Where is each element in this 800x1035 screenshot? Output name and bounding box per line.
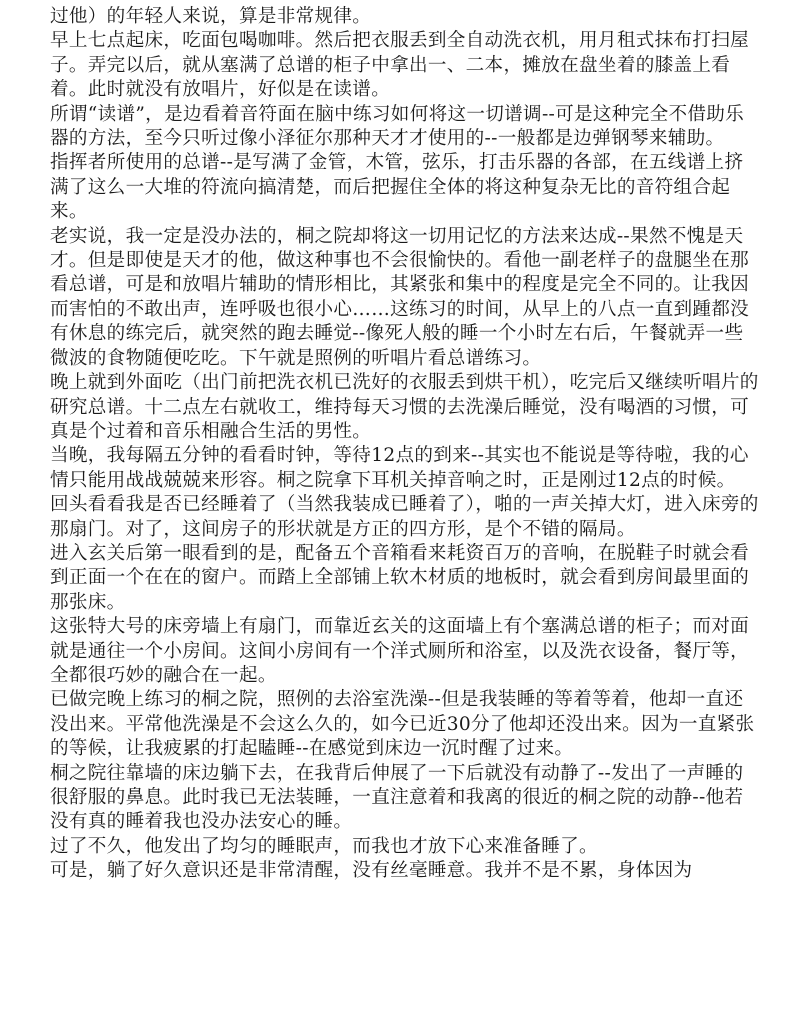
body-text <box>50 5 762 884</box>
paragraph: 过了不久，他发出了均匀的睡眠声，而我也才放下心来准备睡了。 <box>50 835 598 857</box>
paragraph: 老实说，我一定是没办法的，桐之院却将这一切用记忆的方法来达成--果然不愧是天才。但是即使是天才的他，做这种事也不会很愉快的。看他一副老样子的盘腿坐在那看总谱，可是和放唱片辅助的情形相比，其紧张和集中的程度是完全不同的。让我因而害怕的不敢出声，连呼吸也很小心……这练习的时间，从早上的八点一直到踵都没有休息的练完后，就突然的跑去睡觉--像死人般的睡一个小时左右后，午餐就弄一些微波的食物随便吃吃。下午就是照例的听唱片看总谱练习。 <box>50 225 750 369</box>
paragraph: 过他）的年轻人来说，算是非常规律。 <box>50 6 372 27</box>
paragraph: 早上七点起床，吃面包喝咖啡。然后把衣服丢到全自动洗衣机，用月租式抹布打扫屋子。弄完以后，就从塞满了总谱的柜子中拿出一、二本，摊放在盘坐着的膝盖上看着。此时就没有放唱片，好似是在读谱。 <box>50 30 750 101</box>
paragraph: 当晚，我每隔五分钟的看看时钟，等待12点的到来--其实也不能说是等待啦，我的心情只能用战战兢兢来形容。桐之院拿下耳机关掉音响之时，正是刚过12点的时候。 <box>50 445 749 491</box>
paragraph: 桐之院往靠墙的床边躺下去，在我背后伸展了一下后就没有动静了--发出了一声睡的很舒服的鼻息。此时我已无法装睡，一直注意着和我离的很近的桐之院的动静--他若没有真的睡着我也没办法安心的睡。 <box>50 762 744 833</box>
paragraph: 这张特大号的床旁墙上有扇门，而靠近玄关的这面墙上有个塞满总谱的柜子；而对面就是通往一个小房间。这间小房间有一个洋式厕所和浴室，以及洗衣设备，餐厅等，全都很巧妙的融合在一起。 <box>50 616 750 686</box>
paragraph: 指挥者所使用的总谱--是写满了金管，木管，弦乐，打击乐器的各部，在五线谱上挤满了这么一大堆的符流向搞清楚，而后把握住全体的将这种复杂无比的音符组合起来。 <box>50 152 744 223</box>
paragraph: 进入玄关后第一眼看到的是，配备五个音箱看来耗资百万的音响，在脱鞋子时就会看到正面一个在在的窗户。而踏上全部铺上软木材质的地板时，就会看到房间最里面的那张床。 <box>50 542 750 613</box>
paragraph: 回头看看我是否已经睡着了（当然我装成已睡着了），啪的一声关掉大灯，进入床旁的那扇门。对了，这间房子的形状就是方正的四方形，是个不错的隔局。 <box>50 494 759 540</box>
paragraph: 晚上就到外面吃（出门前把洗衣机已洗好的衣服丢到烘干机），吃完后又继续听唱片的研究总谱。十二点左右就收工，维持每天习惯的去洗澡后睡觉，没有喝酒的习惯，可真是个过着和音乐相融合生活的男性。 <box>50 372 759 442</box>
paragraph: 可是，躺了好久意识还是非常清醒，没有丝毫睡意。我并不是不累，身体因为 <box>50 860 693 882</box>
paragraph: 所谓“读谱”，是边看着音符面在脑中练习如何将这一切谱调--可是这种完全不借助乐器的方法，至今只听过像小泽征尔那种天才才使用的--一般都是边弹钢琴来辅助。 <box>50 103 745 150</box>
paragraph: 已做完晚上练习的桐之院，照例的去浴室洗澡--但是我装睡的等着等着，他却一直还没出来。平常他洗澡是不会这么久的，如今已近30分了他却还没出来。因为一直紧张的等候，让我疲累的打起瞌睡--在感觉到床边一沉时醒了过来。 <box>50 689 755 760</box>
